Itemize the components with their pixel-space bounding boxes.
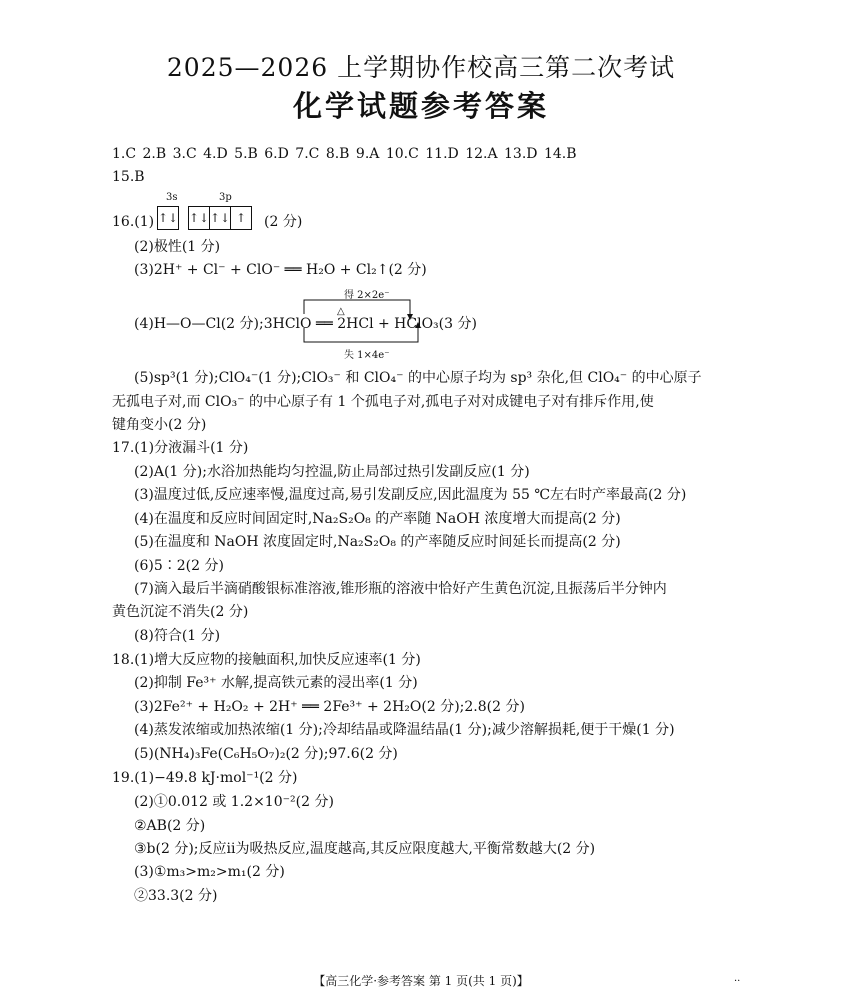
q17-part7-line2: 黄色沉淀不消失(2 分) xyxy=(112,604,249,620)
q17-part5: (5)在温度和 NaOH 浓度固定时,Na₂S₂O₈ 的产率随反应时间延长而提高(2 分) xyxy=(134,534,621,550)
q17-part1: 17.(1)分液漏斗(1 分) xyxy=(112,440,249,456)
heat-symbol: △ xyxy=(337,306,345,317)
orbital-cell: ↑↓ xyxy=(158,211,179,225)
q16-part5-line3: 键角变小(2 分) xyxy=(112,417,207,433)
q16-part3: (3)2H⁺ + Cl⁻ + ClO⁻ ══ H₂O + Cl₂↑(2 分) xyxy=(134,262,427,278)
q19-part2: (2)①0.012 或 1.2×10⁻²(2 分) xyxy=(134,794,334,810)
q16-part5-line2: 无孤电子对,而 ClO₃⁻ 的中心原子有 1 个孤电子对,孤电子对对成键电子对有排斥作用,使 xyxy=(112,394,654,410)
orbital-label-3p: 3p xyxy=(219,192,232,203)
q18-part1: 18.(1)增大反应物的接触面积,加快反应速率(1 分) xyxy=(112,652,421,668)
gain-bracket xyxy=(304,300,410,314)
page-footer: 【高三化学·参考答案 第 1 页(共 1 页)】 xyxy=(313,974,529,988)
footer-mark: ·· xyxy=(734,976,741,987)
q17-part2: (2)A(1 分);水浴加热能均匀控温,防止局部过热引发副反应(1 分) xyxy=(134,464,530,480)
q16-part4: (4)H—O—Cl(2 分);3HClO ══ 2HCl + HClO₃(3 分) xyxy=(134,316,477,332)
q18-part5: (5)(NH₄)₃Fe(C₆H₅O₇)₂(2 分);97.6(2 分) xyxy=(134,746,398,762)
orbital-box-3s xyxy=(157,206,179,230)
exam-title: 2025—2026 上学期协作校高三第二次考试 xyxy=(166,53,676,82)
electron-gain-label: 得 2×2e⁻ xyxy=(344,290,390,301)
document-title: 化学试题参考答案 xyxy=(292,89,549,123)
q17-part6: (6)5∶2(2 分) xyxy=(134,558,224,574)
orbital-label-3s: 3s xyxy=(166,192,178,203)
q19-part6: ②33.3(2 分) xyxy=(134,888,218,904)
q18-part3: (3)2Fe²⁺ + H₂O₂ + 2H⁺ ══ 2Fe³⁺ + 2H₂O(2 分);2.8(2 分) xyxy=(134,699,525,715)
q16-part5-line1: (5)sp³(1 分);ClO₄⁻(1 分);ClO₃⁻ 和 ClO₄⁻ 的中心原子均为 sp³ 杂化,但 ClO₄⁻ 的中心原子 xyxy=(134,370,702,386)
orbital-cell: ↑↓ xyxy=(189,211,210,225)
orbital-cell: ↑↓ xyxy=(209,207,230,229)
q19-part3: ②AB(2 分) xyxy=(134,818,206,834)
orbital-cell: ↑ xyxy=(230,207,251,229)
q16-part2: (2)极性(1 分) xyxy=(134,239,221,255)
electron-loss-label: 失 1×4e⁻ xyxy=(344,350,390,361)
q17-part3: (3)温度过低,反应速率慢,温度过高,易引发副反应,因此温度为 55 ℃左右时产率最高(2 分) xyxy=(134,487,687,503)
q16-part1-label: 16.(1) xyxy=(112,214,155,230)
q17-part4: (4)在温度和反应时间固定时,Na₂S₂O₈ 的产率随 NaOH 浓度增大而提高(2 分) xyxy=(134,511,621,527)
q19-part5: (3)①m₃>m₂>m₁(2 分) xyxy=(134,864,285,880)
q19-part1: 19.(1)−49.8 kJ·mol⁻¹(2 分) xyxy=(112,770,298,786)
multiple-choice-answers-row1: 1.C 2.B 3.C 4.D 5.B 6.D 7.C 8.B 9.A 10.C 11.D 12.A 13.D 14.B xyxy=(112,146,577,162)
q17-part7-line1: (7)滴入最后半滴硝酸银标准溶液,锥形瓶的溶液中恰好产生黄色沉淀,且振荡后半分钟内 xyxy=(134,581,667,597)
multiple-choice-answers-row2: 15.B xyxy=(112,169,145,185)
orbital-box-3p xyxy=(188,206,252,230)
q18-part4: (4)蒸发浓缩或加热浓缩(1 分);冷却结晶或降温结晶(1 分);减少溶解损耗,便于干燥(1 分) xyxy=(134,722,675,738)
q19-part4: ③b(2 分);反应ⅱ为吸热反应,温度越高,其反应限度越大,平衡常数越大(2 分) xyxy=(134,841,596,857)
q18-part2: (2)抑制 Fe³⁺ 水解,提高铁元素的浸出率(1 分) xyxy=(134,675,418,691)
q16-part1-score: (2 分) xyxy=(264,214,303,230)
q17-part8: (8)符合(1 分) xyxy=(134,628,221,644)
